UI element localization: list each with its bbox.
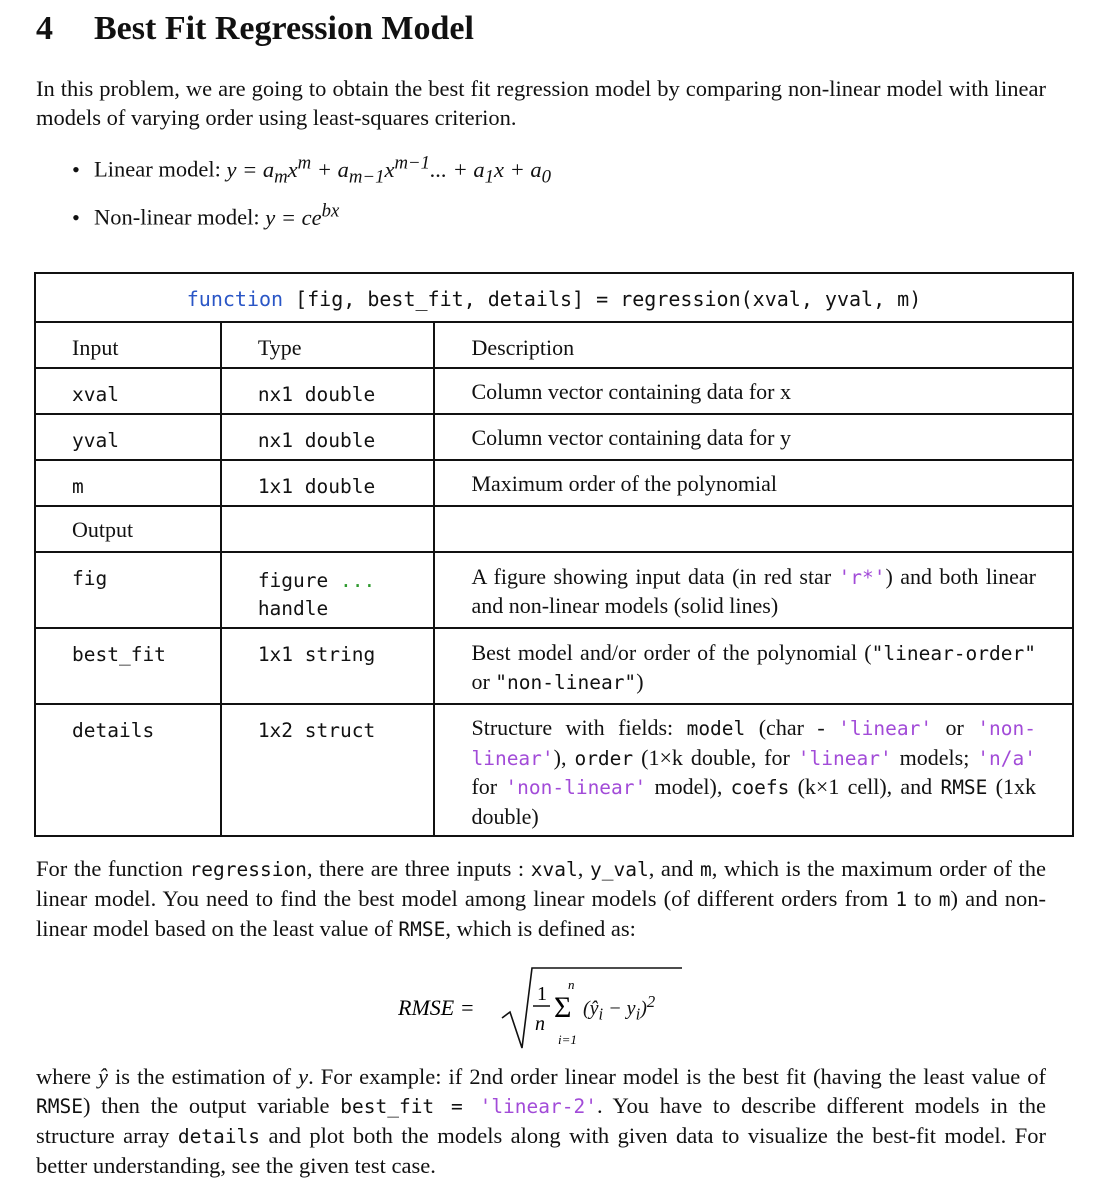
param-type: 1x2 struct xyxy=(221,704,435,836)
rmse-equation xyxy=(398,962,698,1052)
intro-paragraph: In this problem, we are going to obtain the best fit regression model by comparing non-linear model with linear models of varying order using least-squares criterion. xyxy=(36,76,1046,130)
explanation-paragraph: For the function regression, there are three inputs : xval, y_val, and m, which is the maximum order of the linear model. You need to find the best model among linear models (of different orders from 1 to m) and non-linear model based on the least value of RMSE, which is defined as: xyxy=(36,856,1046,941)
param-description: Best model and/or order of the polynomial ("linear-order" or "non-linear") xyxy=(434,628,1073,704)
linear-label: Linear model: xyxy=(94,156,221,182)
fraction-numerator: 1 xyxy=(537,983,547,1005)
param-name: m xyxy=(35,460,221,506)
param-description: Column vector containing data for y xyxy=(434,414,1073,460)
bullet-nonlinear-model: • Non-linear model: $y = ce^{bx}$ xyxy=(72,200,340,230)
param-name: xval xyxy=(35,368,221,414)
param-name: fig xyxy=(35,552,221,628)
equation-lhs: RMSE = xyxy=(398,995,475,1020)
signature-row xyxy=(35,273,1073,322)
signature-text: [fig, best_fit, details] = regression(xval, yval, m) xyxy=(283,287,922,311)
section-title: Best Fit Regression Model xyxy=(94,10,474,47)
header-row xyxy=(35,322,1073,368)
param-description: Maximum order of the polynomial xyxy=(434,460,1073,506)
table-row-m xyxy=(35,460,1073,506)
output-label-row xyxy=(35,506,1073,552)
param-type: nx1 double xyxy=(221,414,435,460)
param-type: 1x1 string xyxy=(221,628,435,704)
table-row-best-fit xyxy=(35,628,1073,704)
type-figure: figure xyxy=(257,569,329,592)
nonlinear-label: Non-linear model: xyxy=(94,204,260,230)
param-type: 1x1 double xyxy=(221,460,435,506)
fraction-denominator: n xyxy=(535,1013,545,1035)
continuation-ellipsis: ... xyxy=(340,569,376,592)
function-spec-table xyxy=(34,272,1074,837)
type-handle: handle xyxy=(257,597,329,620)
function-keyword: function xyxy=(186,287,284,311)
table-row-xval xyxy=(35,368,1073,414)
function-signature xyxy=(35,273,1073,322)
sum-term: $(ŷ_i - y_i)^2$ xyxy=(583,992,656,1024)
section-number: 4 xyxy=(36,10,53,47)
summation-symbol: Σ xyxy=(554,991,572,1024)
example-paragraph: where ŷ is the estimation of y. For example: if 2nd order linear model is the best fit (having the least value of RMSE) then the output variable best_fit = 'linear-2'. You have to describe different models in the structure array details and plot both the models along with given data to visualize the best-fit model. For better understanding, see the given test case. xyxy=(36,1064,1046,1178)
sum-upper-limit: n xyxy=(568,977,575,992)
table-row-fig xyxy=(35,552,1073,628)
param-type xyxy=(221,552,435,628)
linear-equation: $y = a_mx^m + a_{m-1}x^{m-1}$... + $a_1x + a_0$ xyxy=(226,152,552,187)
nonlinear-equation: $y = ce^{bx}$ xyxy=(265,200,340,230)
header-type: Type xyxy=(221,322,435,368)
table-row-yval xyxy=(35,414,1073,460)
param-description: Structure with fields: model (char - 'linear' or 'non-linear'), order (1×k double, for 'linear' models; 'n/a' for 'non-linear' model), coefs (k×1 cell), and RMSE (1xk double) xyxy=(434,704,1073,836)
param-name: yval xyxy=(35,414,221,460)
header-description: Description xyxy=(434,322,1073,368)
param-name: best_fit xyxy=(35,628,221,704)
sum-lower-limit: i=1 xyxy=(558,1032,577,1047)
bullet-linear-model: • Linear model: $y = a_mx^m + a_{m-1}x^{m-1}$... + $a_1x + a_0$ xyxy=(72,152,552,187)
output-label: Output xyxy=(35,506,221,552)
header-input: Input xyxy=(35,322,221,368)
table-row-details xyxy=(35,704,1073,836)
section-heading xyxy=(36,10,474,48)
param-type: nx1 double xyxy=(221,368,435,414)
param-description: Column vector containing data for x xyxy=(434,368,1073,414)
param-name: details xyxy=(35,704,221,836)
param-description: A figure showing input data (in red star 'r*') and both linear and non-linear models (solid lines) xyxy=(434,552,1073,628)
